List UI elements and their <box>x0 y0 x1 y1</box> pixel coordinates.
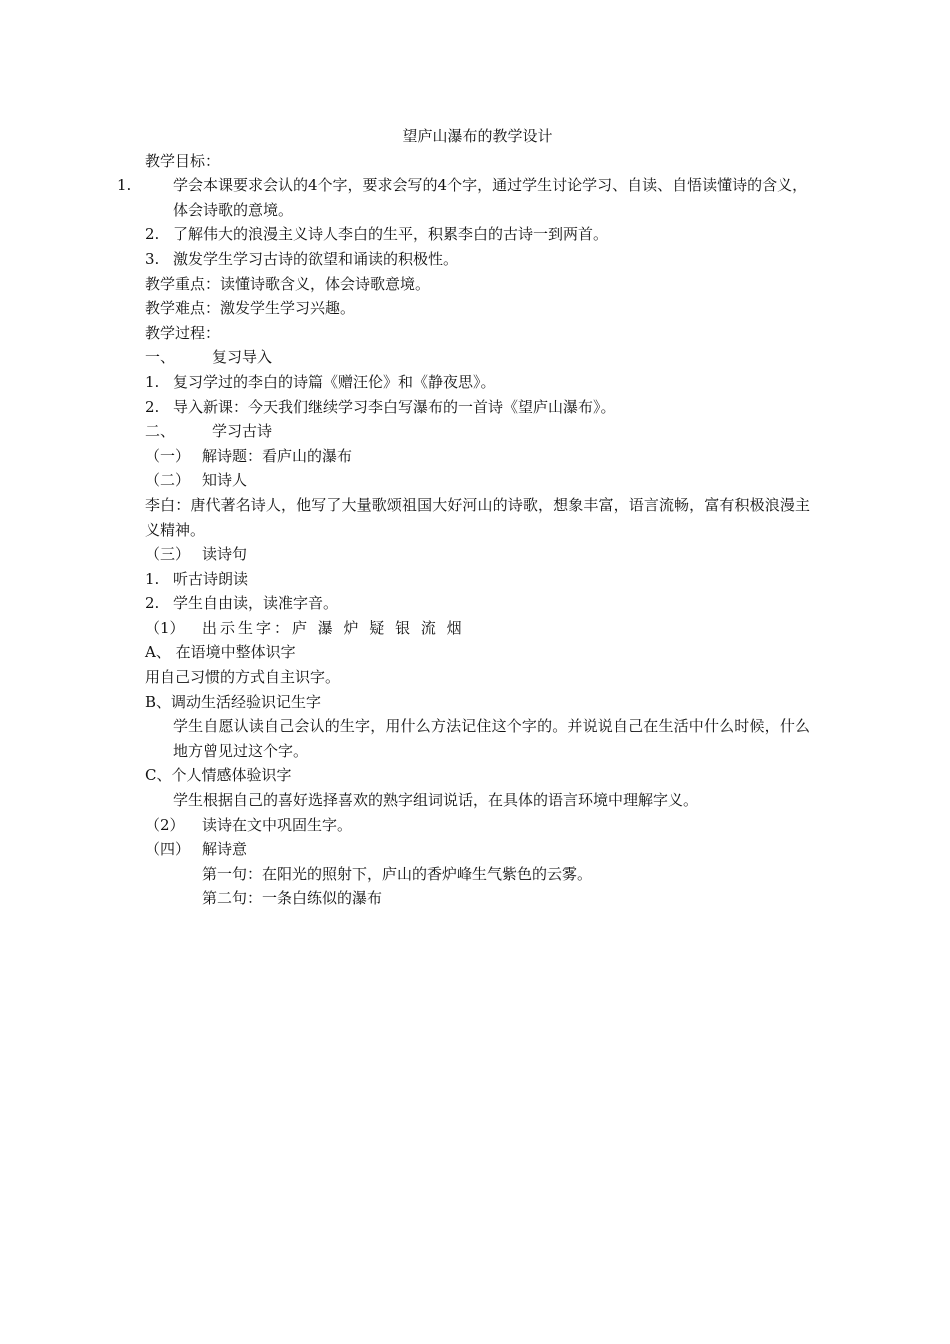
subsection-title: 读诗句 <box>202 545 248 564</box>
subsection-title: 知诗人 <box>202 471 248 490</box>
difficulty: 教学难点：激发学生学习兴趣。 <box>145 299 356 318</box>
step-item <box>145 813 810 838</box>
meaning-line: 第二句：一条白练似的瀑布 <box>202 889 383 908</box>
method-label: A、 <box>145 643 171 662</box>
subsection-heading <box>145 542 810 567</box>
goal-number: 1. <box>117 176 132 195</box>
goal-text: 了解伟大的浪漫主义诗人李白的生平，积累李白的古诗一到两首。 <box>173 225 609 244</box>
subsection-number: （一） <box>145 446 191 465</box>
goal-item <box>145 247 810 272</box>
method-title: 调动生活经验识记生字 <box>171 692 322 711</box>
key-point: 教学重点：读懂诗歌含义，体会诗歌意境。 <box>145 274 431 293</box>
item-text: 复习学过的李白的诗篇《赠汪伦》和《静夜思》。 <box>173 372 496 391</box>
method-detail: 用自己习惯的方式自主识字。 <box>145 668 341 687</box>
section-title: 学习古诗 <box>212 422 273 441</box>
section-title: 复习导入 <box>212 348 273 367</box>
method-detail: 学生根据自己的喜好选择喜欢的熟字组词说话，在具体的语言环境中理解字义。 <box>173 791 699 810</box>
subsection-heading <box>145 444 810 469</box>
item-number: 2. <box>145 594 160 613</box>
goal-number: 2. <box>145 225 160 244</box>
subsection-title: 解诗意 <box>202 840 248 859</box>
step-number: （2） <box>145 815 185 834</box>
item-number: 1. <box>145 372 160 391</box>
step-text: 读诗在文中巩固生字。 <box>202 815 353 834</box>
goal-text: 激发学生学习古诗的欲望和诵读的积极性。 <box>173 249 459 268</box>
item-text: 学生自由读，读准字音。 <box>173 594 339 613</box>
goal-item <box>145 222 810 247</box>
goal-text: 学会本课要求会认的4个字，要求会写的4个字，通过学生讨论学习、自读、自悟读懂诗的含义，体会诗歌的意境。 <box>173 176 808 219</box>
step-item <box>145 616 810 641</box>
section-heading <box>145 345 810 370</box>
subsection-number: （二） <box>145 471 191 490</box>
subsection-title: 解诗题：看庐山的瀑布 <box>202 446 353 465</box>
list-item <box>145 591 810 616</box>
item-number: 1. <box>145 569 160 588</box>
method-label: C、 <box>145 766 172 785</box>
document-title: 望庐山瀑布的教学设计 <box>402 127 553 145</box>
list-item <box>145 370 810 395</box>
process-heading: 教学过程： <box>145 323 221 342</box>
document-body <box>117 124 810 911</box>
subsection-number: （四） <box>145 840 191 859</box>
section-number: 一、 <box>145 348 176 367</box>
subsection-heading <box>145 468 810 493</box>
item-number: 2. <box>145 397 160 416</box>
item-text: 导入新课：今天我们继续学习李白写瀑布的一首诗《望庐山瀑布》。 <box>173 397 616 416</box>
goal-number: 3. <box>145 249 160 268</box>
subsection-number: （三） <box>145 545 191 564</box>
meaning-line: 第一句：在阳光的照射下，庐山的香炉峰生气紫色的云雾。 <box>202 864 593 883</box>
list-item <box>145 567 810 592</box>
method-detail: 学生自愿认读自己会认的生字，用什么方法记住这个字的。并说说自己在生活中什么时候，什么地方曾见过这个字。 <box>173 717 810 760</box>
poet-bio: 李白：唐代著名诗人，他写了大量歌颂祖国大好河山的诗歌，想象丰富，语言流畅，富有积极浪漫主义精神。 <box>145 495 810 539</box>
step-text: 出示生字：庐 瀑 炉 疑 银 流 烟 <box>202 618 465 637</box>
section-heading <box>145 419 810 444</box>
list-item <box>145 395 810 420</box>
section-number: 二、 <box>145 422 176 441</box>
step-number: （1） <box>145 618 185 637</box>
method-title: 个人情感体验识字 <box>171 766 292 785</box>
method-heading <box>145 640 810 665</box>
item-text: 听古诗朗读 <box>173 569 249 588</box>
method-heading <box>145 690 810 715</box>
goal-item <box>117 173 810 222</box>
method-heading <box>145 763 810 788</box>
subsection-heading <box>145 837 810 862</box>
method-title: 在语境中整体识字 <box>175 643 296 662</box>
method-label: B、 <box>145 692 172 711</box>
goals-heading: 教学目标： <box>145 151 221 170</box>
